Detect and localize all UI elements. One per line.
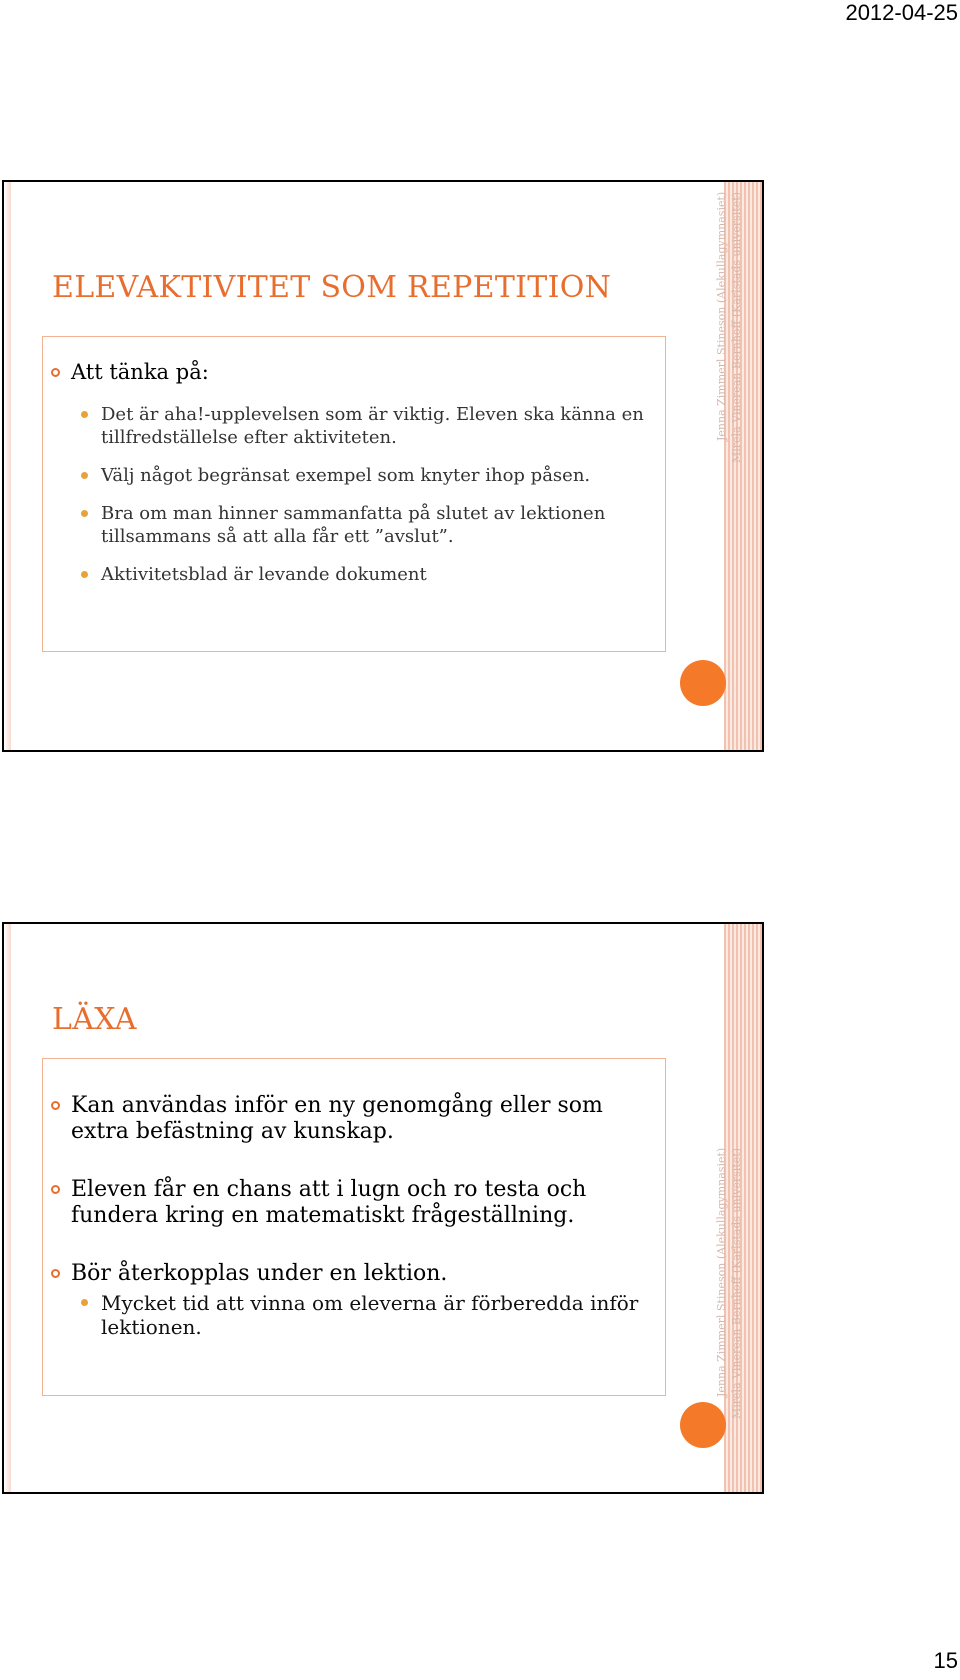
sub-list-item: [43, 464, 665, 487]
slide-side-credits: [714, 192, 750, 662]
sub-list-item-text: Välj något begränsat exempel som knyter ihop påsen.: [101, 465, 591, 486]
dot-bullet-icon: [81, 510, 88, 517]
list-item: [43, 359, 665, 386]
list-item-text: Att tänka på:: [71, 360, 209, 384]
slide-elevaktivitet: [2, 180, 764, 752]
slide-side-credits: [714, 1148, 750, 1419]
credit-line: Jenna Zimmerl Stineson (Alekullagymnasiet): [715, 192, 728, 442]
credit-line: Mirela Vinerean Bernhoff (Karlstads universitet): [730, 192, 743, 463]
ring-bullet-icon: [51, 368, 60, 377]
dot-bullet-icon: [81, 1299, 88, 1306]
sub-list-item: [43, 502, 665, 548]
page-date: 2012-04-25: [845, 0, 958, 25]
list-item-text: Eleven får en chans att i lugn och ro testa och fundera kring en matematiskt frågeställning.: [71, 1177, 587, 1228]
dot-bullet-icon: [81, 571, 88, 578]
list-item: [43, 1093, 665, 1145]
dot-bullet-icon: [81, 411, 88, 418]
ring-bullet-icon: [51, 1101, 60, 1110]
sub-list-item: [43, 403, 665, 449]
page-number: 15: [933, 1648, 958, 1673]
list-item-text: Kan användas inför en ny genomgång eller som extra befästning av kunskap.: [71, 1093, 603, 1144]
ring-bullet-icon: [51, 1185, 60, 1194]
dot-bullet-icon: [81, 472, 88, 479]
sub-list-item-text: Bra om man hinner sammanfatta på slutet av lektionen tillsammans så att alla får ett ”avslut”.: [101, 503, 606, 547]
sub-list-item-text: Det är aha!-upplevelsen som är viktig. Eleven ska känna en tillfredställelse efter aktiviteten.: [101, 404, 644, 448]
sub-list-item-text: Mycket tid att vinna om eleverna är förberedda inför lektionen.: [101, 1291, 639, 1339]
slide-laxa: [2, 922, 764, 1494]
content-box: [42, 1058, 666, 1396]
ring-bullet-icon: [51, 1269, 60, 1278]
sub-list-item-text: Aktivitetsblad är levande dokument: [101, 564, 427, 585]
list-item: [43, 1177, 665, 1229]
decorative-circle: [680, 660, 726, 706]
slide-left-edge: [4, 924, 11, 1492]
list-item: [43, 1261, 665, 1287]
list-item-text: Bör återkopplas under en lektion.: [71, 1261, 448, 1286]
content-box: [42, 336, 666, 652]
slide-title: ELEVAKTIVITET SOM REPETITION: [52, 270, 612, 305]
sub-list-item: [43, 1291, 665, 1339]
slide-left-edge: [4, 182, 11, 750]
slide-title: LÄXA: [52, 1002, 137, 1037]
sub-list-item: [43, 563, 665, 586]
credit-line: Mirela Vinerean Bernhoff (Karlstads universitet): [730, 1148, 743, 1419]
decorative-circle: [680, 1402, 726, 1448]
credit-line: Jenna Zimmerl Stineson (Alekullagymnasiet): [715, 1148, 728, 1398]
